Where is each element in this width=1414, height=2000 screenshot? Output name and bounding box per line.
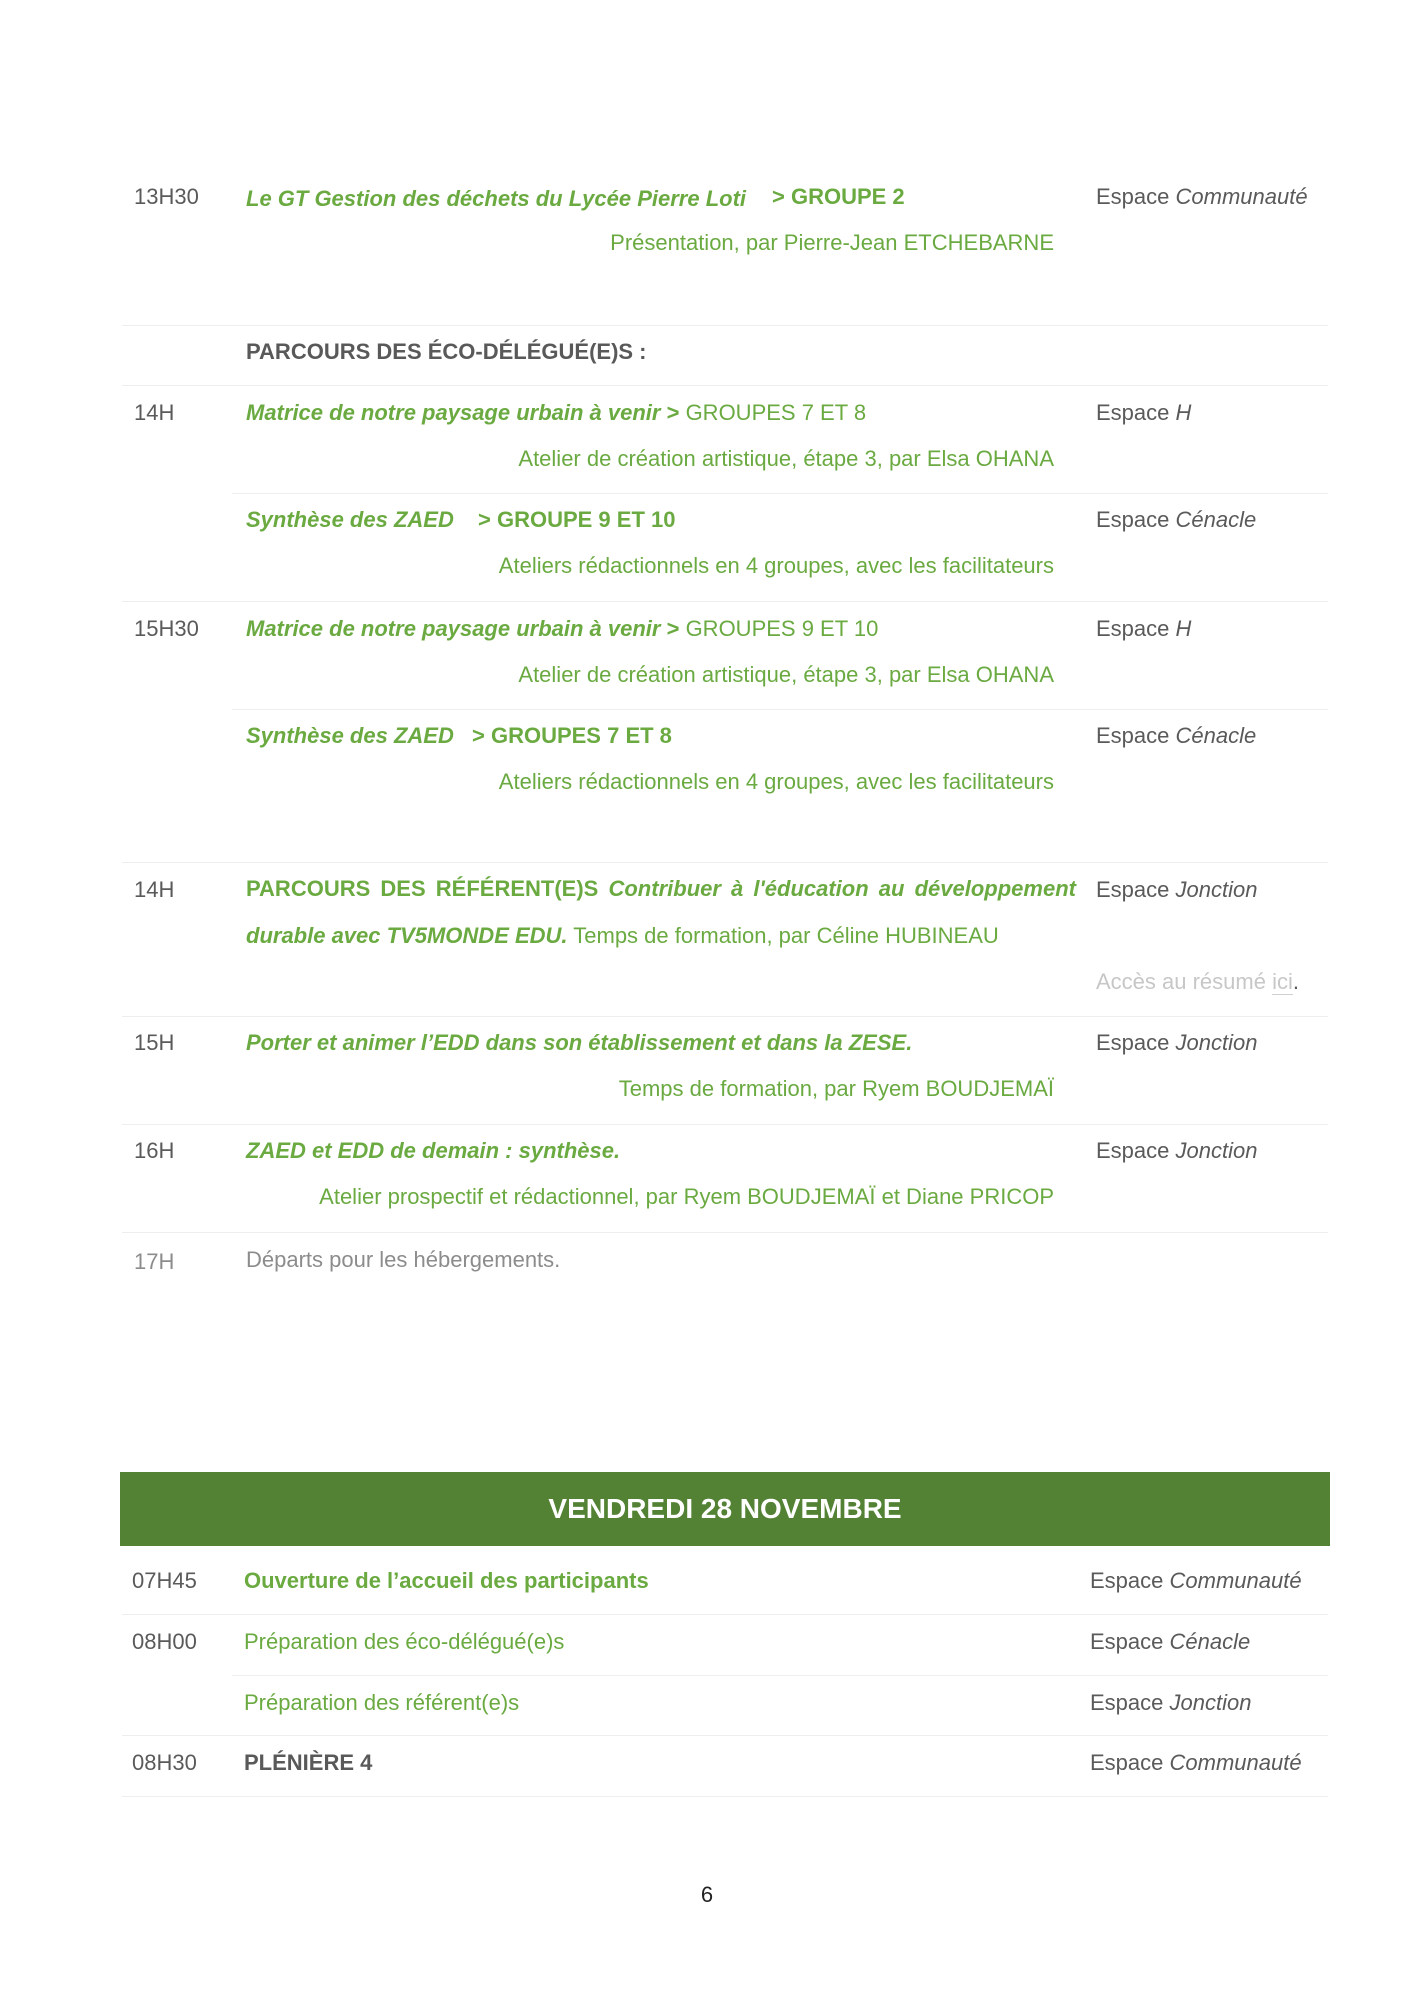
session-title: Matrice de notre paysage urbain à venir: [246, 400, 661, 425]
place-prefix: Espace: [1096, 184, 1170, 209]
place-prefix: Espace: [1096, 877, 1170, 902]
session-title-cont: durable avec TV5MONDE EDU.: [246, 923, 568, 948]
session-subtitle: Temps de formation, par Ryem BOUDJEMAÏ: [618, 1076, 1054, 1101]
session-title-line-2: [246, 923, 999, 949]
place-name: Jonction: [1175, 1030, 1258, 1055]
separator: [122, 1614, 1328, 1615]
session-group: [472, 723, 672, 749]
group-label: > GROUPES 7 ET 8: [472, 723, 672, 748]
time: 16H: [134, 1138, 175, 1163]
place-name: H: [1175, 616, 1192, 641]
summary-access: [1096, 969, 1299, 995]
place-name: Cénacle: [1175, 507, 1257, 532]
separator: [232, 493, 1328, 494]
place-prefix: Espace: [1096, 400, 1170, 425]
session-place: [1090, 1568, 1302, 1594]
place-name: Communauté: [1169, 1568, 1302, 1593]
session-title: Porter et animer l’EDD dans son établissement et dans la ZESE.: [246, 1030, 913, 1055]
session-group: [772, 184, 905, 210]
session-place: [1096, 1138, 1257, 1164]
session-subtitle: Atelier de création artistique, étape 3, par Elsa OHANA: [518, 446, 1054, 471]
place-prefix: Espace: [1096, 1030, 1170, 1055]
session-place: [1090, 1750, 1302, 1776]
session-place: [1096, 400, 1191, 426]
session-title-line: [246, 616, 878, 642]
place-name: Cénacle: [1169, 1629, 1251, 1654]
session-title: PLÉNIÈRE 4: [244, 1750, 373, 1775]
section-title: PARCOURS DES ÉCO-DÉLÉGUÉ(E)S :: [246, 339, 647, 364]
session-place: [1096, 507, 1256, 533]
time: 08H30: [132, 1750, 197, 1775]
summary-link[interactable]: ici: [1272, 969, 1293, 994]
session-place: [1090, 1690, 1251, 1716]
session-title: Matrice de notre paysage urbain à venir: [246, 616, 661, 641]
track-label: PARCOURS DES RÉFÉRENT(E)S: [246, 876, 599, 901]
session-subtitle: Présentation, par Pierre-Jean ETCHEBARNE: [610, 230, 1054, 255]
day-banner: VENDREDI 28 NOVEMBRE: [120, 1472, 1330, 1546]
access-end: .: [1292, 969, 1299, 994]
place-name: Cénacle: [1175, 723, 1257, 748]
time: 13H30: [134, 184, 199, 209]
group-label: > GROUPE 2: [772, 184, 905, 209]
place-prefix: Espace: [1090, 1750, 1164, 1775]
session-title-line: [246, 400, 866, 426]
separator: [122, 601, 1328, 602]
place-name: Jonction: [1175, 877, 1258, 902]
time: 17H: [134, 1249, 175, 1274]
session-title-line: [246, 867, 1076, 911]
separator: [232, 709, 1328, 710]
session-title: Synthèse des ZAED: [246, 507, 454, 532]
place-prefix: Espace: [1090, 1568, 1164, 1593]
session-subtitle: Ateliers rédactionnels en 4 groupes, avec les facilitateurs: [498, 553, 1054, 578]
time: 15H: [134, 1030, 175, 1055]
arrow: >: [660, 616, 680, 641]
place-name: Jonction: [1175, 1138, 1258, 1163]
place-prefix: Espace: [1096, 1138, 1170, 1163]
session-title: Synthèse des ZAED: [246, 723, 454, 748]
session-title: Départs pour les hébergements.: [246, 1247, 561, 1272]
session-group: [478, 507, 675, 533]
session-title: Préparation des éco-délégué(e)s: [244, 1629, 565, 1654]
group-label: GROUPES 9 ET 10: [679, 616, 879, 641]
access-text: Accès au résumé: [1096, 969, 1273, 994]
place-prefix: Espace: [1096, 723, 1170, 748]
separator: [122, 325, 1328, 326]
session-subtitle: Temps de formation, par Céline HUBINEAU: [567, 923, 999, 948]
session-place: [1096, 877, 1257, 903]
group-label: > GROUPE 9 ET 10: [478, 507, 676, 532]
place-prefix: Espace: [1096, 507, 1170, 532]
place-name: Communauté: [1169, 1750, 1302, 1775]
separator: [232, 1675, 1328, 1676]
session-subtitle: Ateliers rédactionnels en 4 groupes, avec les facilitateurs: [498, 769, 1054, 794]
time: 08H00: [132, 1629, 197, 1654]
session-title: Le GT Gestion des déchets du Lycée Pierre Loti: [246, 186, 747, 211]
separator: [122, 1735, 1328, 1736]
separator: [122, 1232, 1328, 1233]
session-title: Contribuer à l'éducation au développement: [608, 876, 1076, 901]
session-title: ZAED et EDD de demain : synthèse.: [246, 1138, 621, 1163]
session-title: Préparation des référent(e)s: [244, 1690, 520, 1715]
page-number: 6: [700, 1882, 714, 1907]
session-place: [1096, 184, 1308, 210]
session-subtitle: Atelier prospectif et rédactionnel, par Ryem BOUDJEMAÏ et Diane PRICOP: [319, 1184, 1054, 1209]
group-label: GROUPES 7 ET 8: [679, 400, 867, 425]
time: 15H30: [134, 616, 199, 641]
place-prefix: Espace: [1090, 1629, 1164, 1654]
place-prefix: Espace: [1090, 1690, 1164, 1715]
separator: [122, 1796, 1328, 1797]
time: 14H: [134, 400, 175, 425]
session-title: Ouverture de l’accueil des participants: [244, 1568, 649, 1593]
separator: [122, 385, 1328, 386]
session-subtitle: Atelier de création artistique, étape 3, par Elsa OHANA: [518, 662, 1054, 687]
session-place: [1096, 1030, 1257, 1056]
separator: [122, 1124, 1328, 1125]
place-name: H: [1175, 400, 1192, 425]
place-name: Communauté: [1175, 184, 1308, 209]
time: 14H: [134, 877, 175, 902]
session-place: [1096, 616, 1191, 642]
session-place: [1096, 723, 1256, 749]
arrow: >: [660, 400, 680, 425]
separator: [122, 1016, 1328, 1017]
time: 07H45: [132, 1568, 197, 1593]
place-name: Jonction: [1169, 1690, 1252, 1715]
separator: [122, 862, 1328, 863]
place-prefix: Espace: [1096, 616, 1170, 641]
session-place: [1090, 1629, 1250, 1655]
